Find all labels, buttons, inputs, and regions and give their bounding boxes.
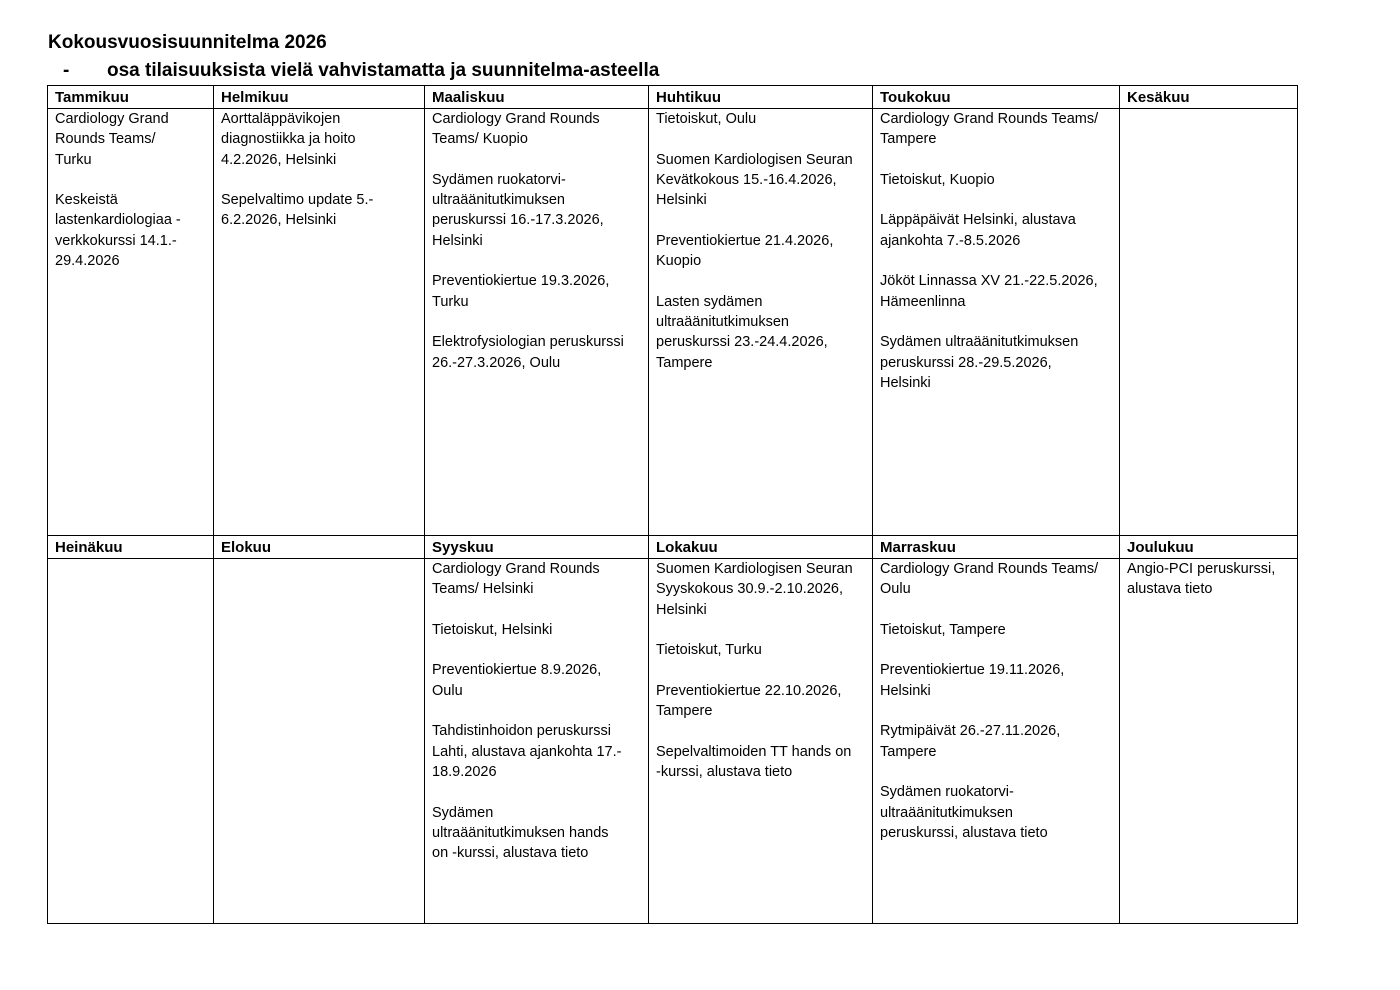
month-header: Kesäkuu	[1120, 86, 1298, 109]
event-item: Preventiokiertue 19.3.2026, Turku	[432, 273, 610, 310]
event-item: Keskeistä lastenkardiologiaa - verkkokurssi 14.1.- 29.4.2026	[55, 192, 181, 270]
event-item: Suomen Kardiologisen Seuran Syyskokous 30.9.-2.10.2026, Helsinki	[656, 561, 853, 618]
event-item: Tietoiskut, Kuopio	[880, 171, 995, 188]
event-item: Aorttaläppävikojen diagnostiikka ja hoito 4.2.2026, Helsinki	[221, 111, 356, 168]
event-item: Sydämen ruokatorvi- ultraäänitutkimuksen peruskurssi 16.-17.3.2026, Helsinki	[432, 171, 604, 249]
event-item: Preventiokiertue 8.9.2026, Oulu	[432, 662, 602, 699]
event-item: Sepelvaltimo update 5.- 6.2.2026, Helsinki	[221, 192, 374, 229]
month-header: Heinäkuu	[48, 536, 214, 559]
month-cell	[48, 109, 214, 536]
month-cell	[425, 109, 649, 536]
month-header: Maaliskuu	[425, 86, 649, 109]
month-cell	[214, 109, 425, 536]
event-item: Lasten sydämen ultraäänitutkimuksen peruskurssi 23.-24.4.2026, Tampere	[656, 293, 828, 371]
event-item: Elektrofysiologian peruskurssi 26.-27.3.2026, Oulu	[432, 334, 624, 371]
month-content-row	[48, 109, 1298, 536]
meeting-plan-table	[47, 85, 1298, 924]
event-item: Tietoiskut, Helsinki	[432, 621, 553, 638]
month-cell	[649, 109, 873, 536]
month-header: Helmikuu	[214, 86, 425, 109]
event-item: Suomen Kardiologisen Seuran Kevätkokous 15.-16.4.2026, Helsinki	[656, 151, 853, 209]
month-header: Joulukuu	[1120, 536, 1298, 559]
event-item: Sydämen ruokatorvi- ultraäänitutkimuksen peruskurssi, alustava tieto	[880, 784, 1048, 841]
event-item: Tahdistinhoidon peruskurssi Lahti, alustava ajankohta 17.- 18.9.2026	[432, 723, 622, 780]
event-item: Cardiology Grand Rounds Teams/ Turku	[55, 111, 169, 168]
event-item: Sepelvaltimoiden TT hands on -kurssi, alustava tieto	[656, 743, 852, 780]
page-title: Kokousvuosisuunnitelma 2026	[48, 32, 327, 53]
event-item: Sydämen ultraäänitutkimuksen peruskurssi 28.-29.5.2026, Helsinki	[880, 334, 1079, 391]
month-cell	[873, 559, 1120, 924]
event-item: Preventiokiertue 22.10.2026, Tampere	[656, 682, 842, 720]
subtitle	[63, 59, 659, 83]
event-item: Rytmipäivät 26.-27.11.2026, Tampere	[880, 723, 1061, 760]
event-item: Tietoiskut, Tampere	[880, 621, 1006, 638]
event-item: Sydämen ultraäänitutkimuksen hands on -kurssi, alustava tieto	[432, 804, 609, 862]
month-header: Toukokuu	[873, 86, 1120, 109]
event-item: Cardiology Grand Rounds Teams/ Helsinki	[432, 561, 600, 598]
event-item: Preventiokiertue 19.11.2026, Helsinki	[880, 662, 1065, 699]
event-item: Angio-PCI peruskurssi, alustava tieto	[1127, 561, 1276, 598]
month-header-row	[48, 86, 1298, 109]
month-header: Lokakuu	[649, 536, 873, 559]
month-cell	[48, 559, 214, 924]
month-cell	[425, 559, 649, 924]
event-item: Cardiology Grand Rounds Teams/ Oulu	[880, 561, 1099, 598]
subtitle-text: osa tilaisuuksista vielä vahvistamatta ja suunnitelma-asteella	[107, 60, 660, 81]
subtitle-bullet: -	[63, 60, 70, 81]
event-item: Cardiology Grand Rounds Teams/ Kuopio	[432, 111, 600, 148]
event-item: Tietoiskut, Oulu	[656, 111, 757, 127]
month-cell	[873, 109, 1120, 536]
month-cell	[1120, 109, 1298, 536]
event-item: Preventiokiertue 21.4.2026, Kuopio	[656, 232, 834, 270]
month-header: Huhtikuu	[649, 86, 873, 109]
month-content-row	[48, 559, 1298, 924]
month-header: Elokuu	[214, 536, 425, 559]
month-header: Marraskuu	[873, 536, 1120, 559]
month-cell	[649, 559, 873, 924]
month-header: Syyskuu	[425, 536, 649, 559]
month-cell	[1120, 559, 1298, 924]
month-cell	[214, 559, 425, 924]
event-item: Cardiology Grand Rounds Teams/ Tampere	[880, 111, 1099, 148]
month-header-row	[48, 536, 1298, 559]
event-item: Jököt Linnassa XV 21.-22.5.2026, Hämeenlinna	[880, 273, 1098, 310]
event-item: Läppäpäivät Helsinki, alustava ajankohta 7.-8.5.2026	[880, 212, 1076, 249]
month-header: Tammikuu	[48, 86, 214, 109]
event-item: Tietoiskut, Turku	[656, 642, 762, 659]
